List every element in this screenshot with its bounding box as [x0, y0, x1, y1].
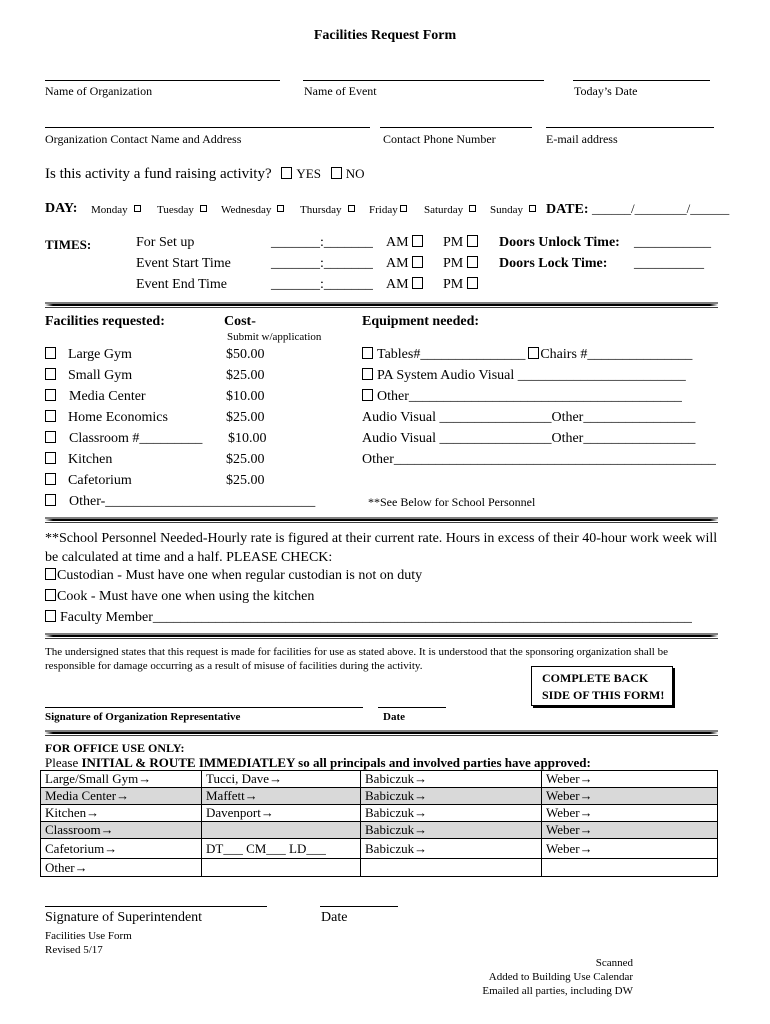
- cost-large-gym: $50.00: [226, 347, 265, 362]
- checkbox-icon[interactable]: [469, 205, 476, 212]
- start-pm-option[interactable]: PM: [443, 256, 482, 272]
- section-divider: [45, 517, 718, 523]
- table-cell: Maffett→: [202, 788, 361, 805]
- checkbox-icon[interactable]: [412, 256, 423, 268]
- table-cell: Babiczuk→: [361, 788, 542, 805]
- table-cell: DT___ CM___ LD___: [202, 839, 361, 859]
- cost-header: Cost-: [224, 314, 256, 329]
- facility-small-gym[interactable]: Small Gym: [45, 368, 132, 384]
- table-cell: Weber→: [542, 771, 718, 788]
- doors-unlock-field[interactable]: ___________: [634, 235, 711, 250]
- personnel-custodian[interactable]: Custodian - Must have one when regular custodian is not on duty: [45, 568, 422, 584]
- equipment-audio-visual-1[interactable]: Audio Visual ________________Other________________: [362, 410, 696, 425]
- status-emailed: Emailed all parties, including DW: [482, 985, 633, 997]
- checkbox-icon[interactable]: [45, 347, 56, 359]
- table-cell: Babiczuk→: [361, 771, 542, 788]
- fundraising-no-option[interactable]: NO: [331, 166, 365, 181]
- form-name: Facilities Use Form: [45, 930, 132, 942]
- start-am-option[interactable]: AM: [386, 256, 427, 272]
- section-divider: [45, 730, 718, 736]
- equipment-tables-chairs[interactable]: Tables#_______________ Chairs #_______________: [362, 347, 692, 363]
- start-time-field[interactable]: _______:_______: [271, 256, 373, 271]
- equipment-header: Equipment needed:: [362, 314, 480, 329]
- table-row: [41, 805, 718, 822]
- table-cell: [361, 859, 542, 877]
- cost-classroom: $10.00: [228, 431, 267, 446]
- cost-note: Submit w/application: [227, 331, 322, 343]
- checkbox-icon[interactable]: [45, 389, 56, 401]
- table-cell: Media Center→: [41, 788, 202, 805]
- equipment-pa-system[interactable]: PA System Audio Visual ________________________: [362, 368, 686, 384]
- day-thursday[interactable]: Thursday: [300, 204, 355, 216]
- equipment-other[interactable]: Other_______________________________________: [362, 389, 682, 405]
- checkbox-icon[interactable]: [348, 205, 355, 212]
- page-title: Facilities Request Form: [313, 28, 457, 43]
- checkbox-icon[interactable]: [277, 205, 284, 212]
- table-cell: Tucci, Dave→: [202, 771, 361, 788]
- checkbox-icon[interactable]: [362, 347, 373, 359]
- callout-line-1: COMPLETE BACK: [542, 671, 649, 685]
- table-row: [41, 839, 718, 859]
- setup-time-label: For Set up: [136, 235, 195, 250]
- org-name-field[interactable]: [45, 80, 280, 81]
- setup-am-option[interactable]: AM: [386, 235, 427, 251]
- table-row: [41, 859, 718, 877]
- table-cell: Weber→: [542, 788, 718, 805]
- table-cell: Kitchen→: [41, 805, 202, 822]
- org-name-label: Name of Organization: [45, 84, 153, 98]
- checkbox-icon[interactable]: [529, 205, 536, 212]
- checkbox-icon[interactable]: [45, 494, 56, 506]
- times-label: TIMES:: [45, 237, 92, 252]
- checkbox-icon[interactable]: [45, 568, 56, 580]
- personnel-cook[interactable]: Cook - Must have one when using the kitchen: [45, 589, 314, 605]
- todays-date-label: Today’s Date: [574, 84, 638, 98]
- checkbox-icon[interactable]: [45, 610, 56, 622]
- facility-home-economics[interactable]: Home Economics: [45, 410, 168, 426]
- end-pm-option[interactable]: PM: [443, 277, 482, 293]
- checkbox-icon[interactable]: [400, 205, 407, 212]
- table-cell: Babiczuk→: [361, 805, 542, 822]
- doors-lock-label: Doors Lock Time:: [499, 256, 608, 271]
- day-sunday[interactable]: Sunday: [490, 204, 536, 216]
- fundraising-yes-option[interactable]: YES: [281, 166, 321, 181]
- checkbox-icon[interactable]: [45, 431, 56, 443]
- fundraising-question-text: Is this activity a fund raising activity?: [45, 166, 272, 182]
- end-time-label: Event End Time: [136, 277, 228, 292]
- doors-lock-field[interactable]: __________: [634, 256, 704, 271]
- checkbox-icon[interactable]: [45, 473, 56, 485]
- cost-cafetorium: $25.00: [226, 473, 265, 488]
- signature-date-label: Date: [383, 711, 405, 723]
- email-field[interactable]: [546, 127, 714, 128]
- table-row: [41, 822, 718, 839]
- checkbox-icon[interactable]: [281, 167, 292, 179]
- checkbox-icon[interactable]: [528, 347, 539, 359]
- event-name-field[interactable]: [303, 80, 544, 81]
- end-time-field[interactable]: _______:_______: [271, 277, 373, 292]
- contact-name-field[interactable]: [45, 127, 370, 128]
- form-revised: Revised 5/17: [45, 944, 103, 956]
- callout-line-2: SIDE OF THIS FORM!: [542, 688, 665, 702]
- cost-home-economics: $25.00: [226, 410, 265, 425]
- table-row: [41, 788, 718, 805]
- doors-unlock-label: Doors Unlock Time:: [499, 235, 620, 250]
- facility-other[interactable]: Other-______________________________: [45, 494, 315, 510]
- equipment-other-2[interactable]: Other______________________________________________: [362, 452, 716, 467]
- checkbox-icon[interactable]: [467, 277, 478, 289]
- end-am-option[interactable]: AM: [386, 277, 427, 293]
- checkbox-icon[interactable]: [200, 205, 207, 212]
- checkbox-icon[interactable]: [45, 410, 56, 422]
- facility-kitchen[interactable]: Kitchen: [45, 452, 112, 468]
- contact-phone-label: Contact Phone Number: [383, 132, 496, 146]
- cost-media-center: $10.00: [226, 389, 265, 404]
- equipment-audio-visual-2[interactable]: Audio Visual ________________Other________________: [362, 431, 696, 446]
- cost-kitchen: $25.00: [226, 452, 265, 467]
- routing-table: [40, 770, 718, 877]
- fundraising-question: [45, 166, 364, 183]
- event-name-label: Name of Event: [304, 84, 377, 98]
- start-time-label: Event Start Time: [136, 256, 231, 271]
- table-cell: Classroom→: [41, 822, 202, 839]
- checkbox-icon[interactable]: [412, 235, 423, 247]
- setup-pm-option[interactable]: PM: [443, 235, 482, 251]
- table-cell: Davenport→: [202, 805, 361, 822]
- checkbox-icon[interactable]: [45, 589, 56, 601]
- superintendent-date-label: Date: [321, 910, 348, 925]
- table-cell: Weber→: [542, 839, 718, 859]
- personnel-faculty[interactable]: Faculty Member_____________________________________________________________________________: [45, 610, 692, 626]
- date-field[interactable]: DATE: ______/________/______: [546, 201, 730, 217]
- personnel-note: **See Below for School Personnel: [368, 495, 536, 509]
- complete-back-callout: [531, 666, 673, 706]
- checkbox-icon[interactable]: [412, 277, 423, 289]
- checkbox-icon[interactable]: [134, 205, 141, 212]
- day-label: DAY:: [45, 201, 78, 216]
- day-friday[interactable]: Friday: [369, 204, 407, 216]
- day-wednesday[interactable]: Wednesday: [221, 204, 284, 216]
- table-cell: Babiczuk→: [361, 822, 542, 839]
- checkbox-icon[interactable]: [331, 167, 342, 179]
- checkbox-icon[interactable]: [467, 256, 478, 268]
- table-row: [41, 771, 718, 788]
- signature-label: Signature of Organization Representative: [45, 711, 241, 723]
- section-divider: [45, 302, 718, 308]
- checkbox-icon[interactable]: [467, 235, 478, 247]
- facility-cafetorium[interactable]: Cafetorium: [45, 473, 132, 489]
- office-instruction: Please INITIAL & ROUTE IMMEDIATLEY so all principals and involved parties have approved:: [45, 755, 591, 770]
- checkbox-icon[interactable]: [45, 368, 56, 380]
- facility-media-center[interactable]: Media Center: [45, 389, 146, 405]
- representative-date-field[interactable]: [378, 707, 446, 708]
- status-calendar: Added to Building Use Calendar: [488, 971, 633, 983]
- representative-signature-field[interactable]: [45, 707, 363, 708]
- table-cell: Weber→: [542, 822, 718, 839]
- table-cell: Large/Small Gym→: [41, 771, 202, 788]
- superintendent-date-field[interactable]: [320, 906, 398, 907]
- contact-phone-field[interactable]: [380, 127, 532, 128]
- checkbox-icon[interactable]: [362, 368, 373, 380]
- office-use-header: FOR OFFICE USE ONLY:: [45, 741, 185, 755]
- table-cell: Cafetorium→: [41, 839, 202, 859]
- checkbox-icon[interactable]: [362, 389, 373, 401]
- table-cell: Other→: [41, 859, 202, 877]
- facility-large-gym[interactable]: Large Gym: [45, 347, 132, 363]
- contact-name-label: Organization Contact Name and Address: [45, 132, 242, 146]
- table-cell: [202, 822, 361, 839]
- superintendent-label: Signature of Superintendent: [45, 910, 203, 925]
- section-divider: [45, 633, 718, 639]
- table-cell: [202, 859, 361, 877]
- table-cell: Weber→: [542, 805, 718, 822]
- email-label: E-mail address: [546, 132, 618, 146]
- table-cell: [542, 859, 718, 877]
- status-scanned: Scanned: [595, 957, 633, 969]
- day-tuesday[interactable]: Tuesday: [157, 204, 207, 216]
- personnel-intro: **School Personnel Needed-Hourly rate is figured at their current rate. Hours in excess of their 40-hour work week will be calculated at time and a half. PLEASE CHECK:: [45, 531, 718, 565]
- todays-date-field[interactable]: [573, 80, 710, 81]
- facilities-header: Facilities requested:: [45, 314, 165, 329]
- day-saturday[interactable]: Saturday: [424, 204, 476, 216]
- agreement-text: The undersigned states that this request is made for facilities for use as stated above. It is understood that the sponsoring organization shall be responsible for damage occurring as a result of misuse of facilities during the activity.: [45, 646, 668, 672]
- setup-time-field[interactable]: _______:_______: [271, 235, 373, 250]
- table-cell: Babiczuk→: [361, 839, 542, 859]
- cost-small-gym: $25.00: [226, 368, 265, 383]
- checkbox-icon[interactable]: [45, 452, 56, 464]
- facility-classroom[interactable]: Classroom #_________: [45, 431, 202, 447]
- superintendent-signature-field[interactable]: [45, 906, 267, 907]
- day-monday[interactable]: Monday: [91, 204, 141, 216]
